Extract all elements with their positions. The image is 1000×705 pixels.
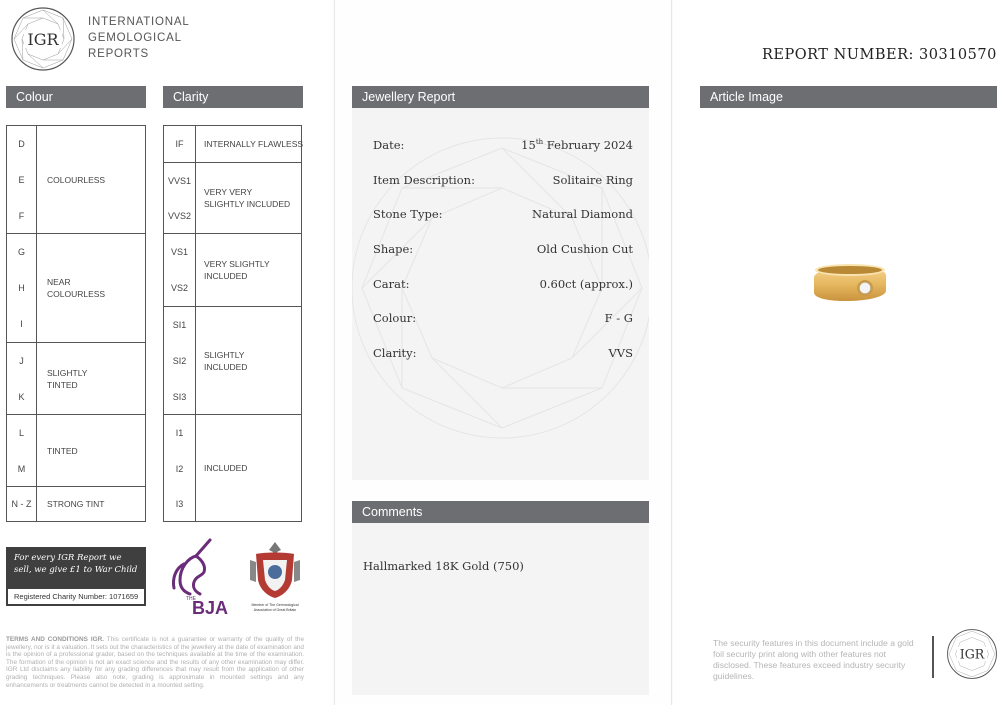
clarity-grade: VVS1 <box>167 175 191 186</box>
report-value: F - G <box>604 311 633 325</box>
clarity-group-label: VERY VERY SLIGHTLY INCLUDED <box>204 187 291 209</box>
igr-logo <box>10 6 76 72</box>
colour-group-label: COLOURLESS <box>47 174 106 185</box>
clarity-grade: I1 <box>175 428 184 438</box>
report-label: Colour: <box>373 311 417 325</box>
colour-grade: E <box>18 175 25 185</box>
comments-body <box>352 523 649 695</box>
ring-image <box>810 255 890 310</box>
gem-association-text: Member of The Gemmological Association of Great Britain <box>251 603 299 612</box>
clarity-grade: VVS2 <box>167 211 191 221</box>
colour-header: Colour <box>6 86 146 108</box>
report-value: Old Cushion Cut <box>536 242 633 256</box>
terms-and-conditions <box>6 636 304 689</box>
report-value-day: 15 <box>521 138 536 152</box>
colour-grade: M <box>17 464 26 474</box>
colour-grade: L <box>18 428 24 438</box>
charity-registration: Registered Charity Number: 1071659 <box>8 589 144 604</box>
charity-box <box>6 547 146 606</box>
jewellery-report-header: Jewellery Report <box>352 86 649 108</box>
colour-grade: I <box>20 319 23 329</box>
gem-association-crest <box>246 540 304 600</box>
clarity-group-label: VERY SLIGHTLY INCLUDED <box>204 259 270 281</box>
report-value-rest: February 2024 <box>543 138 633 152</box>
colour-scale-table <box>6 125 146 522</box>
terms-heading: TERMS AND CONDITIONS IGR. <box>6 636 104 643</box>
report-value <box>521 138 633 152</box>
charity-text: For every IGR Report we sell, we give £1 to War Child <box>14 553 138 575</box>
report-label: Carat: <box>373 277 410 291</box>
report-number: REPORT NUMBER: 30310570 <box>762 47 997 63</box>
igr-seal-logo <box>946 628 998 680</box>
report-label: Clarity: <box>373 346 417 360</box>
clarity-grade: SI1 <box>172 320 187 330</box>
colour-group-label: STRONG TINT <box>47 499 105 509</box>
clarity-grade: I3 <box>175 499 184 509</box>
report-label: Stone Type: <box>373 207 443 221</box>
colour-grade: J <box>19 356 24 366</box>
colour-grade: N - Z <box>11 499 32 509</box>
report-label: Date: <box>373 138 405 152</box>
grading-panel <box>0 0 333 705</box>
org-name-line: INTERNATIONAL <box>88 16 190 28</box>
clarity-grade: VS1 <box>170 247 188 257</box>
watermark-pattern <box>352 108 649 480</box>
security-text: The security features in this document include a gold foil security print along with other features not disclosed. These features exceed industry security guidelines. <box>713 638 914 681</box>
colour-grade: G <box>17 247 25 257</box>
clarity-grade: I2 <box>175 464 184 474</box>
report-value-suffix: th <box>535 138 544 147</box>
comments-header: Comments <box>352 501 649 523</box>
org-name-line: REPORTS <box>88 48 149 60</box>
colour-grade: H <box>18 283 25 293</box>
igr-logo-text: IGR <box>27 30 59 49</box>
terms-body: This certificate is not a guarantee or warranty of the quality of the jewellery, nor is it a valuation. It sets out the characteristics of the jewellery at the date of examination and is the opinion of a professional grader, based on the techniques available at the time of the examination. The formation of the opinion is not an exact science and the results of any other examination may differ. IGR Ltd disclaims any liability for any grading differences that may result from the application of other grading techniques. Please also note, grading is approximate in mounted settings and any enhancements or treatments cannot be detected in a mounted setting. <box>6 636 304 689</box>
colour-grade: D <box>18 139 25 149</box>
report-value: VVS <box>608 346 633 360</box>
clarity-grade: VS2 <box>170 283 188 293</box>
clarity-group-label: INCLUDED <box>204 463 248 473</box>
clarity-group-label: INTERNALLY FLAWLESS <box>204 139 304 149</box>
org-name <box>88 14 190 62</box>
article-image-header: Article Image <box>700 86 997 108</box>
colour-group-label: NEAR COLOURLESS <box>47 277 106 299</box>
colour-group-label: TINTED <box>47 445 78 456</box>
report-value: 0.60ct (approx.) <box>539 277 633 291</box>
colour-grade: K <box>18 392 25 402</box>
bja-unicorn-logo <box>166 538 238 616</box>
colour-group-label: SLIGHTLY TINTED <box>47 367 88 390</box>
clarity-header: Clarity <box>163 86 303 108</box>
clarity-scale-table <box>163 125 302 522</box>
clarity-group-label: SLIGHTLY INCLUDED <box>204 349 248 372</box>
comments-text: Hallmarked 18K Gold (750) <box>363 559 524 573</box>
bja-text: BJA <box>192 598 229 616</box>
org-name-line: GEMOLOGICAL <box>88 32 182 44</box>
report-value: Solitaire Ring <box>552 173 633 187</box>
igr-seal-text: IGR <box>959 646 985 662</box>
colour-grade: F <box>18 211 25 221</box>
report-label: Shape: <box>373 242 414 256</box>
divider <box>932 636 934 678</box>
clarity-grade: SI3 <box>172 392 187 402</box>
report-label: Item Description: <box>373 173 475 187</box>
bja-the: THE <box>186 596 196 602</box>
clarity-grade: SI2 <box>172 356 187 366</box>
clarity-grade: IF <box>175 139 184 149</box>
report-value: Natural Diamond <box>532 207 633 221</box>
report-body <box>352 108 649 480</box>
